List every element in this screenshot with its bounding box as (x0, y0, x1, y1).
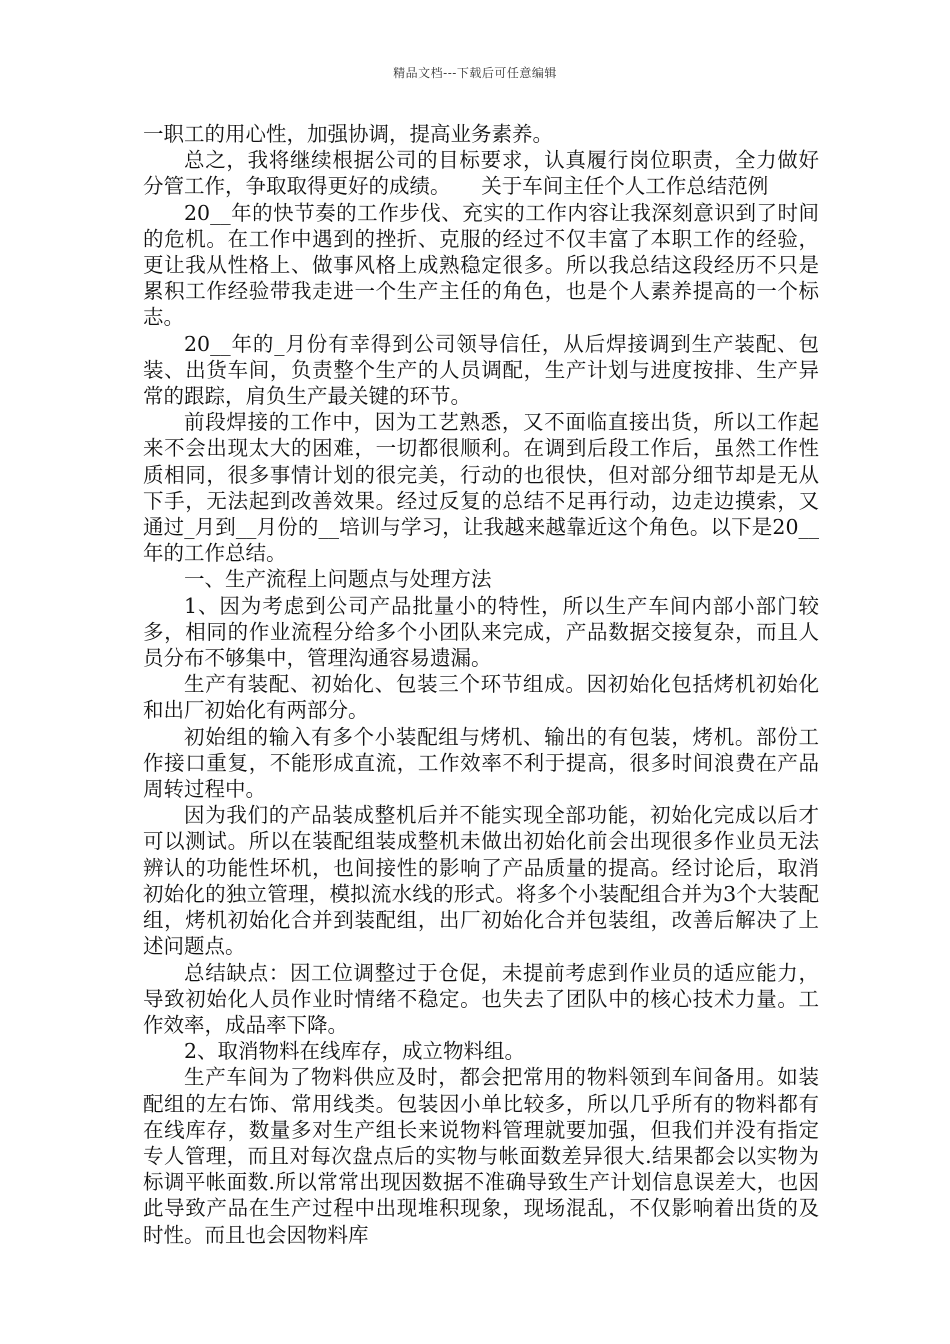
paragraph-shortcomings: 总结缺点：因工位调整过于仓促，未提前考虑到作业员的适应能力，导致初始化人员作业时情绪不稳定。也失去了团队中的核心技术力量。工作效率，成品率下降。 (143, 960, 819, 1037)
page-header: 精品文档---下载后可任意编辑 (393, 66, 557, 80)
paragraph-conclusion: 总之，我将继续根据公司的目标要求，认真履行岗位职责，全力做好分管工作，争取取得更好的成绩。 关于车间主任个人工作总结范例 (143, 148, 819, 199)
section-heading-1: 一、生产流程上问题点与处理方法 (184, 567, 492, 592)
paragraph-improvement: 因为我们的产品装成整机后并不能实现全部功能，初始化完成以后才可以测试。所以在装配组装成整机未做出初始化前会出现很多作业员无法辨认的功能性坏机，也间接性的影响了产品质量的提高。经讨论后，取消初始化的独立管理，模拟流水线的形式。将多个小装配组合并为3个大装配组，烤机初始化合并到装配组，出厂初始化合并包装组，改善后解决了上述问题点。 (143, 803, 819, 959)
paragraph-material-stock: 生产车间为了物料供应及时，都会把常用的物料领到车间备用。如装配组的左右饰、常用线类。包装因小单比较多，所以几乎所有的物料都有在线库存，数量多对生产组长来说物料管理就要加强，但我们并没有指定专人管理，而且对每次盘点后的实物与帐面数差异很大.结果都会以实物为标调平帐面数.所以常常出现因数据不准确导致生产计划信息误差大，也因此导致产品在生产过程中出现堆积现象，现场混乱，不仅影响着出货的及时性。而且也会因物料库 (143, 1065, 819, 1247)
paragraph-init-group: 初始组的输入有多个小装配组与烤机、输出的有包装，烤机。部份工作接口重复，不能形成直流，工作效率不利于提高，很多时间浪费在产品周转过程中。 (143, 724, 819, 802)
paragraph-intro: 20__年的快节奏的工作步伐、充实的工作内容让我深刻意识到了时间的危机。在工作中遇到的挫折、克服的经过不仅丰富了本职工作的经验，更让我从性格上、做事风格上成熟稳定很多。所以我总结这段经历不只是累积工作经验带我走进一个生产主任的角色，也是个人素养提高的一个标志。 (143, 200, 819, 330)
paragraph-transfer: 20__年的_月份有幸得到公司领导信任，从后焊接调到生产装配、包装、出货车间，负责整个生产的人员调配，生产计划与进度按排、生产异常的跟踪，肩负生产最关键的环节。 (143, 331, 819, 409)
paragraph-production-stages: 生产有装配、初始化、包装三个环节组成。因初始化包括烤机初始化和出厂初始化有两部分。 (143, 672, 819, 723)
paragraph-experience: 前段焊接的工作中，因为工艺熟悉，又不面临直接出货，所以工作起来不会出现太大的困难，一切都很顺利。在调到后段工作后，虽然工作性质相同，很多事情计划的很完美，行动的也很快，但对部分细节却是无从下手，无法起到改善效果。经过反复的总结不足再行动，边走边摸索，又通过_月到__月份的__培训与学习，让我越来越靠近这个角色。以下是20__年的工作总结。 (143, 410, 819, 566)
paragraph-item-2: 2、取消物料在线库存，成立物料组。 (184, 1039, 526, 1064)
document-body (143, 121, 819, 1248)
paragraph-continuation: 一职工的用心性，加强协调，提高业务素养。 (143, 122, 553, 146)
paragraph-item-1: 1、因为考虑到公司产品批量小的特性，所以生产车间内部小部门较多，相同的作业流程分给多个小团队来完成，产品数据交接复杂，而且人员分布不够集中，管理沟通容易遗漏。 (143, 593, 819, 671)
